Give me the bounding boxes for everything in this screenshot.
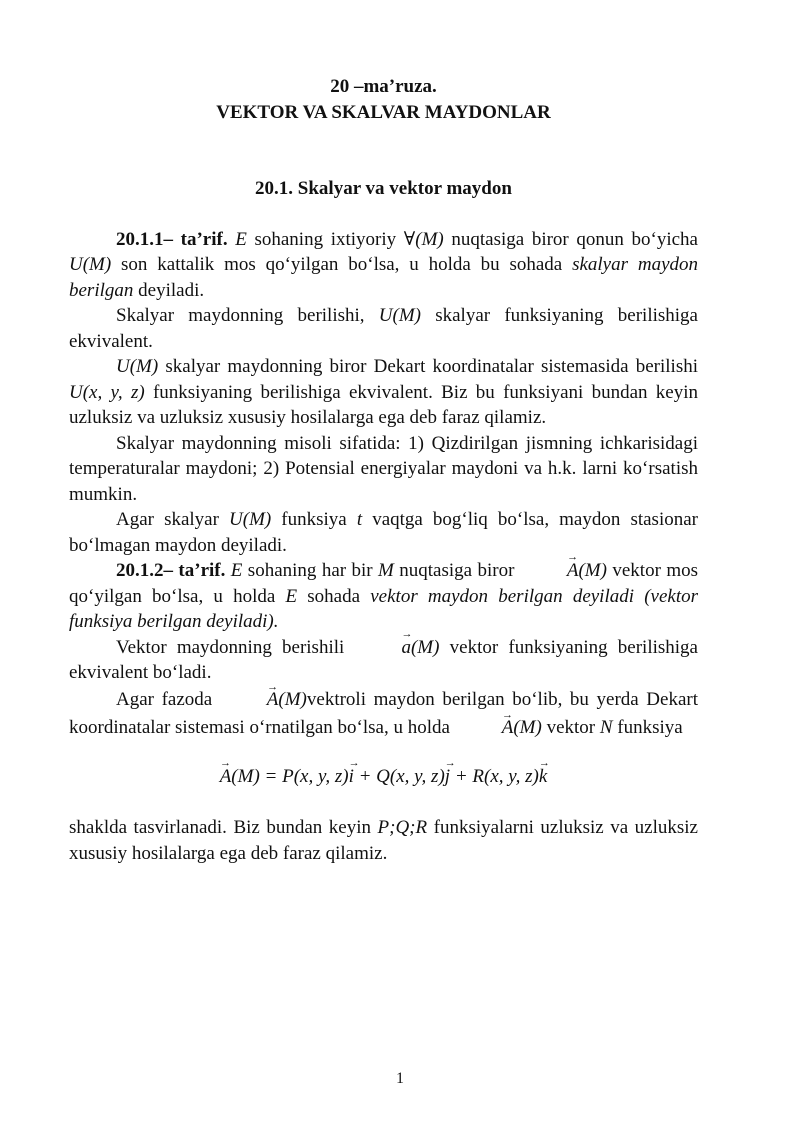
text: funksiya (612, 716, 683, 738)
formula-unit-j: → j (445, 764, 450, 790)
term-scalar-field: skalyar maydon berilgan (69, 254, 698, 301)
math-U-M: U(M) (69, 254, 112, 275)
text: funksiyaning berilishiga ekvivalent. Biz bu funksiyani bundan keyin uzluksiz va uzluksiz xususiy hosilalarga ega deb faraz qilamiz. (69, 381, 699, 428)
text: skalyar maydonning biror Dekart koordinatalar sistemasida berilishi (158, 356, 698, 377)
math-vector-A: → A (455, 714, 514, 742)
text: skalyar funksiyaning berilishiga ekvivalent. (69, 305, 698, 352)
text: deyiladi. (133, 279, 205, 301)
text: sohaning har bir (242, 560, 379, 581)
text: shaklda tasvirlanadi. Biz bundan keyin (69, 817, 378, 838)
text: nuqtasiga biror qonun bo‘yicha (443, 228, 698, 250)
text: Vektor maydonning berishili (116, 636, 355, 658)
page-title: VEKTOR VA SKALVAR MAYDONLAR (216, 101, 551, 123)
text: vektor mos qo‘yilgan bo‘lsa, u holda (69, 560, 698, 607)
math-E: E (230, 560, 243, 581)
math-vector-A: → A (220, 686, 279, 714)
section-heading: 20.1. Skalyar va vektor maydon (255, 178, 512, 199)
text: sohaning ixtiyoriy (246, 228, 404, 250)
paragraph-7 (69, 635, 698, 686)
math-forall-M: ∀(M) (403, 228, 444, 250)
formula-unit-i: → i (349, 764, 354, 790)
formula-part: + Q(x, y, z) (353, 765, 445, 787)
text: vektor (541, 716, 600, 738)
math-U-xyz: U(x, y, z) (69, 381, 145, 403)
paragraph-9 (69, 815, 698, 866)
text: funksiyalarni uzluksiz va uzluksiz xususiy hosilalarga ega deb faraz qilamiz. (69, 817, 698, 864)
text: Skalyar maydonning berilishi, (116, 305, 379, 326)
math-E: E (235, 228, 247, 250)
text: (M) (578, 560, 607, 581)
text: vektroli maydon berilgan bo‘lib, bu yerda Dekart koordinatalar sistemasi o‘rnatilgan bo‘lsa, u holda (69, 688, 698, 738)
math-U-M: U(M) (116, 356, 159, 377)
paragraph-2 (69, 303, 698, 354)
vector-formula (69, 764, 698, 790)
paragraph-5 (69, 507, 698, 558)
formula-part: (M) = P(x, y, z) (231, 765, 349, 787)
text: vaqtga bog‘liq bo‘lsa, maydon stasionar bo‘lmagan maydon deyiladi. (69, 509, 698, 556)
text: vektor funksiyaning berilishiga ekvivalent bo‘ladi. (69, 636, 698, 683)
term-vector-field: vektor maydon berilgan deyiladi (vektor funksiya berilgan deyiladi). (69, 585, 699, 632)
paragraph-8 (69, 686, 698, 742)
definition-1 (69, 227, 698, 304)
math-M: M (378, 560, 394, 581)
definition-2-label: 20.1.2– ta’rif (116, 560, 221, 581)
text: Agar fazoda (116, 688, 220, 710)
formula-unit-k: → k (539, 764, 547, 790)
math-t: t (356, 509, 363, 530)
paragraph-3 (69, 354, 698, 431)
formula-part: + R(x, y, z) (450, 765, 539, 787)
text: nuqtasiga biror (393, 560, 520, 581)
text: son kattalik mos qo‘yilgan bo‘lsa, u holda bu sohada (111, 254, 573, 275)
text: . (220, 560, 226, 581)
text: funksiya (271, 509, 357, 530)
definition-1-label: 20.1.1– ta’rif. (116, 228, 228, 250)
math-N: N (599, 716, 613, 738)
text: (M) (278, 688, 307, 710)
text: sohada (297, 585, 371, 607)
math-U-M: U(M) (378, 305, 421, 326)
formula-A: → A (220, 764, 232, 790)
page-number: 1 (396, 1070, 404, 1087)
text: (M) (410, 636, 440, 658)
paragraph-4: Skalyar maydonning misoli sifatida: 1) Qizdirilgan jismning ichkarisidagi temperaturalar maydoni; 2) Potensial energiyalar maydoni va h.k. larni ko‘rsatish mumkin. (69, 432, 698, 505)
lecture-number: 20 –ma’ruza. (330, 76, 437, 97)
math-U-M: U(M) (229, 509, 272, 530)
math-PQR: P;Q;R (377, 817, 428, 838)
page-content (69, 74, 698, 866)
math-vector-A: → A (520, 558, 579, 584)
math-E: E (285, 585, 298, 607)
text: (M) (513, 716, 542, 738)
math-vector-a: → a (354, 635, 411, 661)
text: Agar skalyar (116, 509, 230, 530)
